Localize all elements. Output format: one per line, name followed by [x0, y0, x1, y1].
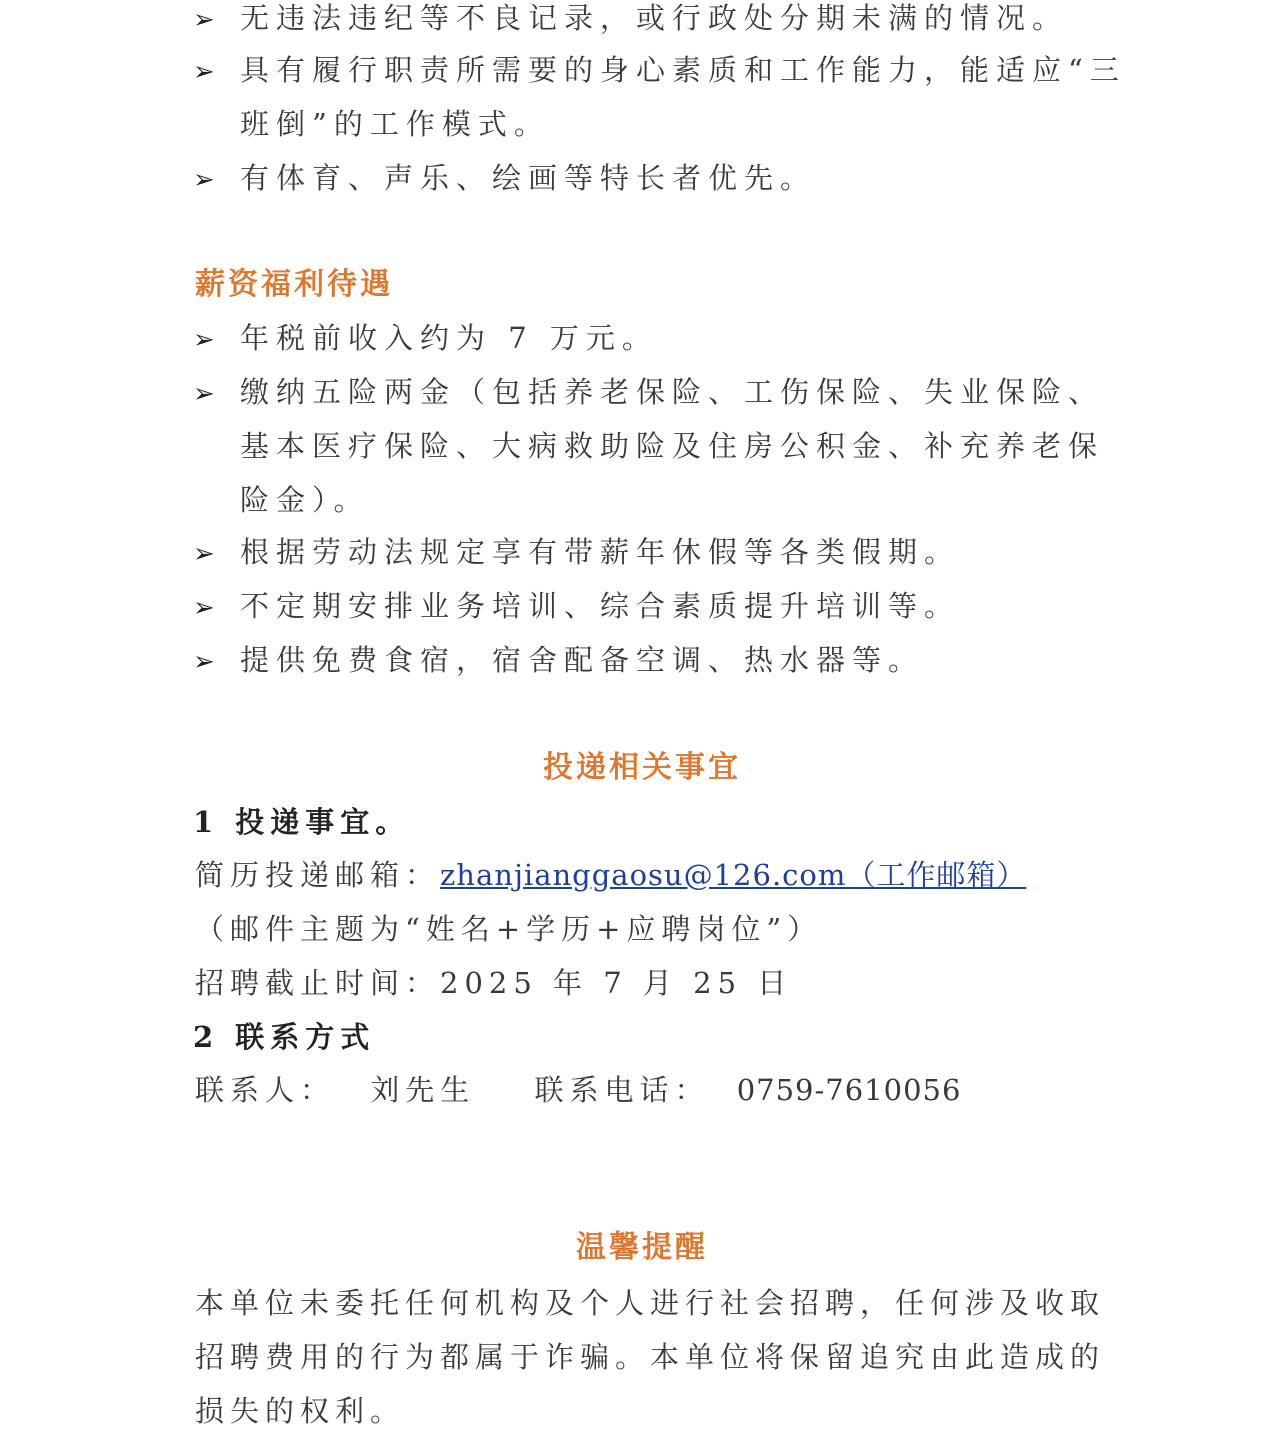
- deadline: 招聘截止时间：2025 年 7 月 25 日: [195, 966, 793, 1000]
- arrow-bullet-icon: ➢: [193, 593, 215, 623]
- reminder-line: 损失的权利。: [195, 1394, 406, 1428]
- delivery-heading: 投递相关事宜: [543, 750, 741, 785]
- email-label: 简历投递邮箱：: [195, 858, 441, 892]
- contact-label: 联系人：: [195, 1073, 336, 1107]
- arrow-bullet-icon: ➢: [193, 325, 215, 355]
- contact-name: 刘先生: [370, 1073, 476, 1107]
- salary-heading: 薪资福利待遇: [195, 267, 393, 302]
- email-row: [195, 855, 1026, 895]
- contact-row: [195, 1070, 961, 1110]
- arrow-bullet-icon: ➢: [193, 57, 215, 87]
- list-item: 无违法违纪等不良记录，或行政处分期未满的情况。: [240, 1, 1069, 35]
- list-item-continuation: 险金）。: [240, 483, 370, 517]
- reminder-heading: 温馨提醒: [576, 1230, 708, 1265]
- email-link[interactable]: zhanjianggaosu@126.com（工作邮箱）: [440, 858, 1027, 892]
- list-item: 有体育、声乐、绘画等特长者优先。: [240, 161, 817, 195]
- phone-label: 联系电话：: [534, 1073, 710, 1107]
- arrow-bullet-icon: ➢: [193, 379, 215, 409]
- list-item: 不定期安排业务培训、综合素质提升培训等。: [240, 589, 961, 623]
- list-item: 缴纳五险两金（包括养老保险、工伤保险、失业保险、: [240, 375, 1105, 409]
- email-subject-note: （邮件主题为“姓名+学历+应聘岗位”）: [195, 912, 823, 946]
- list-item: 提供免费食宿，宿舍配备空调、热水器等。: [240, 643, 925, 677]
- phone-value: 0759-7610056: [736, 1073, 962, 1107]
- list-item: 具有履行职责所需要的身心素质和工作能力，能适应“三: [240, 53, 1126, 87]
- arrow-bullet-icon: ➢: [193, 165, 215, 195]
- list-item: 根据劳动法规定享有带薪年休假等各类假期。: [240, 535, 961, 569]
- arrow-bullet-icon: ➢: [193, 539, 215, 569]
- list-item-continuation: 基本医疗保险、大病救助险及住房公积金、补充养老保: [240, 429, 1105, 463]
- arrow-bullet-icon: ➢: [193, 647, 215, 677]
- section-1-title: 1 投递事宜。: [193, 805, 411, 839]
- reminder-line: 招聘费用的行为都属于诈骗。本单位将保留追究由此造成的: [195, 1340, 1106, 1374]
- section-2-title: 2 联系方式: [193, 1020, 376, 1054]
- list-item: 年税前收入约为 7 万元。: [240, 321, 658, 355]
- list-item-continuation: 班倒”的工作模式。: [240, 107, 550, 141]
- reminder-line: 本单位未委托任何机构及个人进行社会招聘，任何涉及收取: [195, 1286, 1106, 1320]
- arrow-bullet-icon: ➢: [193, 5, 215, 35]
